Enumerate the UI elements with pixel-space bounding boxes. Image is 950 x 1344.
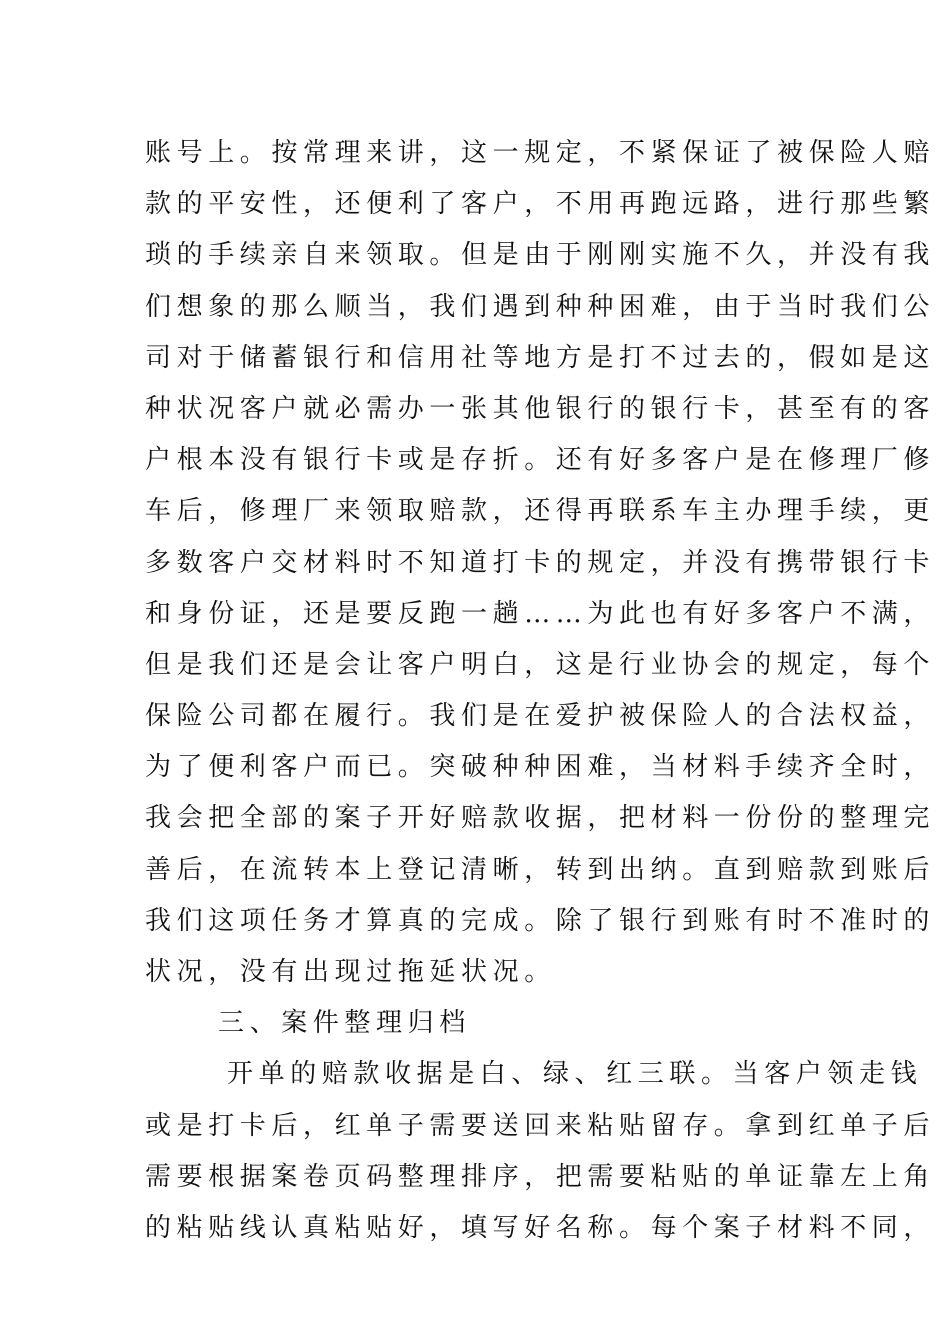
- paragraph-line: 款的平安性，还便利了客户，不用再跑远路，进行那些繁: [145, 189, 936, 220]
- paragraph-line: 我会把全部的案子开好赔款收据，把材料一份份的整理完: [145, 803, 936, 834]
- paragraph-line: 保险公司都在履行。我们是在爱护被保险人的合法权益，: [145, 701, 936, 732]
- paragraph-line: 我们这项任务才算真的完成。除了银行到账有时不准时的: [145, 905, 936, 936]
- paragraph-line: 开单的赔款收据是白、绿、红三联。当客户领走钱: [227, 1059, 923, 1090]
- paragraph-line: 善后，在流转本上登记清晰，转到出纳。直到赔款到账后: [145, 854, 936, 885]
- body-text: [145, 128, 936, 1254]
- paragraph-line: 多数客户交材料时不知道打卡的规定，并没有携带银行卡: [145, 547, 936, 578]
- paragraph-line: 的粘贴线认真粘贴好，填写好名称。每个案子材料不同，: [145, 1212, 936, 1243]
- paragraph-line: 或是打卡后，红单子需要送回来粘贴留存。拿到红单子后: [145, 1110, 936, 1141]
- paragraph-line: 为了便利客户而已。突破种种困难，当材料手续齐全时，: [145, 752, 936, 783]
- paragraph-line: 琐的手续亲自来领取。但是由于刚刚实施不久，并没有我: [145, 240, 936, 271]
- paragraph-line: 和身份证，还是要反跑一趟……为此也有好多客户不满，: [145, 598, 936, 629]
- paragraph-line: 状况，没有出现过拖延状况。: [145, 957, 556, 987]
- paragraph-line: 们想象的那么顺当，我们遇到种种困难，由于当时我们公: [145, 291, 936, 322]
- paragraph-line: 但是我们还是会让客户明白，这是行业协会的规定，每个: [145, 649, 936, 680]
- section-heading: 三、案件整理归档: [218, 1008, 471, 1039]
- paragraph-line: 账号上。按常理来讲，这一规定，不紧保证了被保险人赔: [145, 138, 936, 168]
- paragraph-line: 车后，修理厂来领取赔款，还得再联系车主办理手续，更: [145, 496, 936, 527]
- paragraph-line: 司对于储蓄银行和信用社等地方是打不过去的，假如是这: [145, 342, 936, 373]
- paragraph-line: 户根本没有银行卡或是存折。还有好多客户是在修理厂修: [145, 445, 936, 476]
- paragraph-line: 种状况客户就必需办一张其他银行的银行卡，甚至有的客: [145, 393, 936, 424]
- paragraph-line: 需要根据案卷页码整理排序，把需要粘贴的单证靠左上角: [145, 1161, 936, 1192]
